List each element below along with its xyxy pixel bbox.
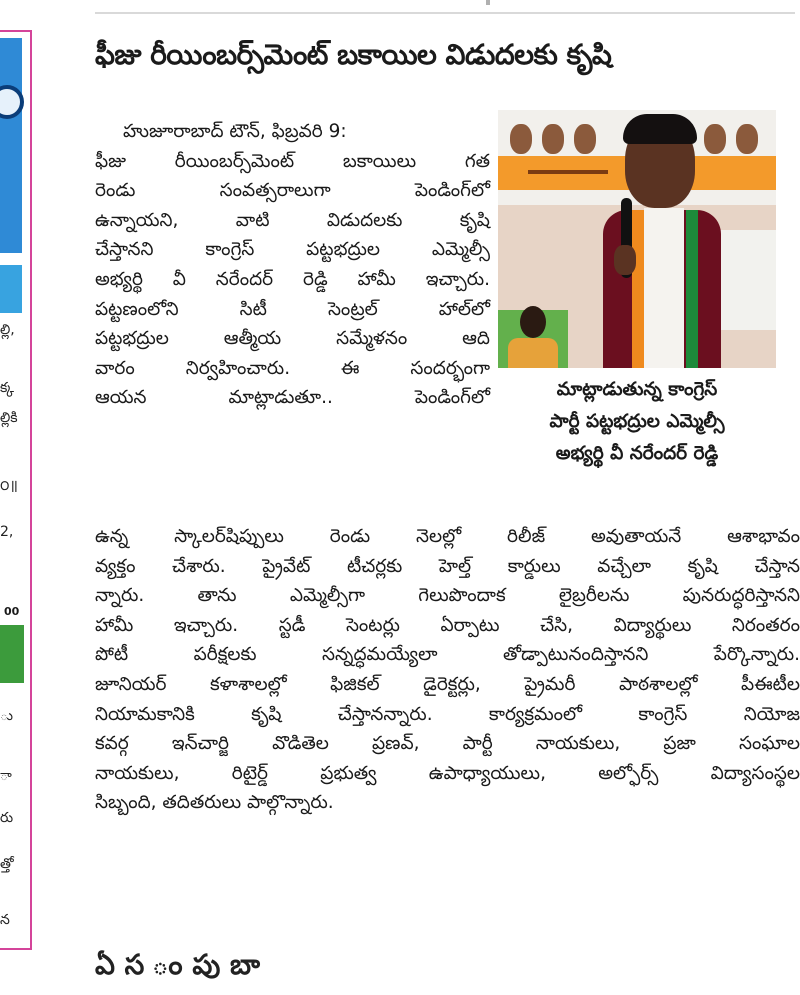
article-body-narrow (95, 117, 490, 413)
left-column-text: న (0, 912, 10, 928)
body-line: పట్టణంలోని సిటీ సెంట్రల్ హాల్‌లో (95, 298, 490, 320)
article-headline: ఫీజు రీయింబర్స్‌మెంట్ బకాయిల విడుదలకు కృషి (95, 38, 612, 71)
body-line: ఫీజు రీయింబర్స్‌మెంట్ బకాయిలు గత (95, 150, 490, 172)
body-line: సిబ్బంది, తదితరులు పాల్గొన్నారు. (95, 792, 334, 814)
left-column-fragment (0, 0, 42, 954)
body-line: న్నారు. తాను ఎమ్మెల్సీగా గెలుపొందాక లైబ్రరీలను పునరుద్ధరిస్తానని (95, 585, 800, 607)
speaker-shirt (644, 208, 684, 368)
top-rule (95, 12, 795, 14)
speaker-hand (614, 245, 636, 275)
body-line: చేస్తానని కాంగ్రెస్ పట్టభద్రుల ఎమ్మెల్సీ (95, 239, 490, 261)
caption-line: అభ్యర్థి వీ నరేందర్ రెడ్డి (555, 443, 719, 464)
article-photo (498, 110, 776, 368)
body-line: పట్టభద్రుల ఆత్మీయ సమ్మేళనం ఆది (95, 328, 490, 350)
banner-lettering (528, 170, 608, 174)
photo-caption (498, 374, 776, 470)
banner-portrait (574, 124, 596, 154)
body-line: రెండు సంవత్సరాలుగా పెండింగ్‌లో (95, 180, 490, 202)
body-line: ఉన్న స్కాలర్‌షిప్పులు రెండు నెలల్లో రిలీజ్ అవుతాయనే ఆశాభావం (95, 526, 800, 547)
body-line: వ్యక్తం చేశారు. ప్రైవేట్ టీచర్లకు హెల్త్ కార్డులు వచ్చేలా కృషి చేస్తాన (95, 555, 800, 577)
article-body-wide (95, 522, 800, 818)
banner-portrait (736, 124, 758, 154)
banner-portrait (510, 124, 532, 154)
caption-line: పార్టీ పట్టభద్రుల ఎమ్మెల్సీ (549, 411, 725, 432)
photo-attendee-body (508, 338, 558, 368)
body-line: వారం నిర్వహించారు. ఈ సందర్భంగా (95, 357, 490, 379)
next-article-headline (95, 935, 795, 981)
banner-portrait (542, 124, 564, 154)
caption-line: మాట్లాడుతున్న కాంగ్రెస్ (556, 379, 718, 400)
left-column-blue-bar (0, 265, 22, 313)
speaker-scarf-orange (632, 210, 644, 368)
left-column-text: ల్లి, (0, 322, 15, 338)
body-line: హామీ ఇచ్చారు. స్టడీ సెంటర్లు ఏర్పాటు చేసి, విద్యార్థులు నిరంతరం (95, 614, 800, 636)
left-column-text: ౦॥ (0, 478, 18, 494)
body-line: కవర్గ ఇన్‌చార్జి వొడితెల ప్రణవ్, పార్టీ నాయకులు, ప్రజా సంఘాల (95, 733, 800, 755)
left-column-text: 2, (0, 524, 14, 540)
body-line: నాయకులు, రిటైర్డ్ ప్రభుత్వ ఉపాధ్యాయులు, అల్ఫోర్స్ విద్యాసంస్థల (95, 762, 800, 784)
left-column-text: ు (0, 708, 13, 724)
body-line: నియామకానికి కృషి చేస్తానన్నారు. కార్యక్రమంలో కాంగ్రెస్ నియోజ (95, 703, 800, 725)
body-line: హుజూరాబాద్ టౌన్, ఫిబ్రవరి 9: (123, 121, 347, 142)
body-line: పోటీ పరీక్షలకు సన్నద్ధమయ్యేలా తోడ్పాటునందిస్తానని పేర్కొన్నారు. (95, 644, 800, 666)
speaker-scarf-green (686, 210, 698, 368)
left-column-text: ా (0, 768, 12, 784)
left-column-text: ల్లికి (0, 410, 18, 426)
speaker-hair (623, 114, 697, 144)
body-line: జూనియర్ కళాశాలల్లో ఫిజికల్ డైరెక్టర్లు, ప్రైమరీ పాఠశాలల్లో పీఈటీల (95, 673, 800, 695)
left-column-time: 00 (4, 605, 20, 618)
left-column-green-panel (0, 625, 24, 683)
left-column-blue-panel (0, 38, 22, 253)
banner-portrait (704, 124, 726, 154)
body-line: అభ్యర్థి వీ నరేందర్ రెడ్డి హామీ ఇచ్చారు. (95, 268, 490, 290)
left-column-text: రు (0, 810, 14, 826)
next-article-headline-text: ఏ స ం పు బా (95, 948, 261, 981)
body-line: ఆయన మాట్లాడుతూ.. పెండింగ్‌లో (95, 387, 490, 409)
photo-attendee-head (520, 306, 546, 338)
left-column-text: క్క (0, 380, 15, 396)
left-column-text: త్తో (0, 856, 14, 872)
top-mark (486, 0, 490, 5)
body-line: ఉన్నాయని, వాటి విడుదలకు కృషి (95, 209, 490, 231)
